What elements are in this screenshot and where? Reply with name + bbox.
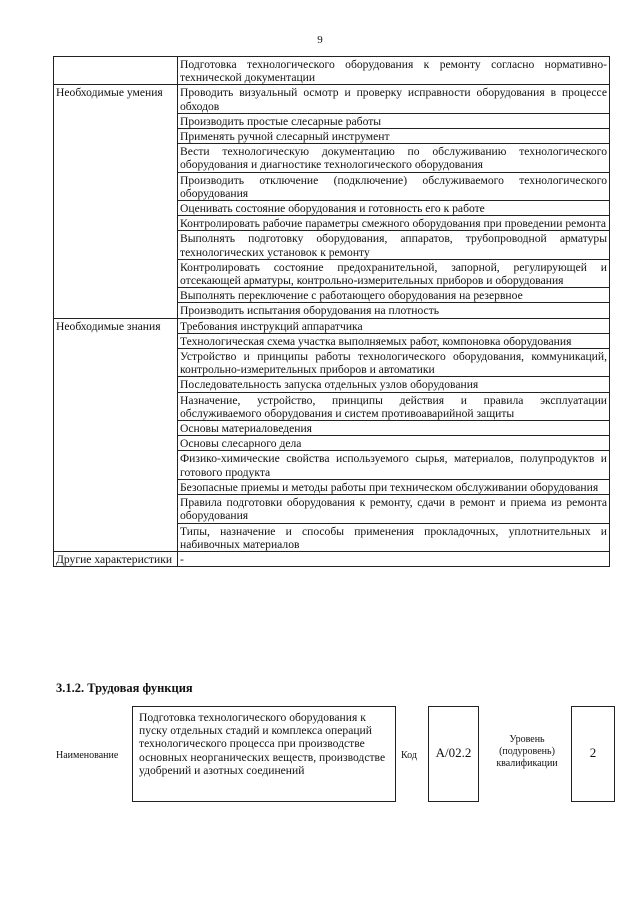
- skill-item: Выполнять подготовку оборудования, аппаратов, трубопроводной арматуры технологических установок к ремонту: [178, 231, 610, 259]
- skill-item: Выполнять переключение с работающего оборудования на резервное: [178, 288, 610, 303]
- table-cell: Подготовка технологического оборудования к ремонту согласно нормативно-технической документации: [178, 57, 610, 85]
- knowledge-item: Назначение, устройство, принципы действия и правила эксплуатации обслуживаемого оборудования и систем противоаварийной защиты: [178, 392, 610, 420]
- label-empty: [54, 57, 178, 85]
- skill-item: Производить простые слесарные работы: [178, 113, 610, 128]
- code-label: Код: [401, 750, 417, 761]
- level-value: 2: [571, 706, 615, 802]
- skill-item: Вести технологическую документацию по обслуживанию технологического оборудования и диагностике технологического оборудования: [178, 144, 610, 172]
- skill-item: Применять ручной слесарный инструмент: [178, 129, 610, 144]
- section-title: 3.1.2. Трудовая функция: [56, 681, 193, 695]
- skill-item: Производить отключение (подключение) обслуживаемого технологического оборудования: [178, 172, 610, 200]
- knowledge-item: Физико-химические свойства используемого сырья, материалов, полупродуктов и готового продукта: [178, 451, 610, 479]
- level-label: Уровень (подуровень) квалификации: [496, 734, 558, 769]
- knowledge-item: Правила подготовки оборудования к ремонту, сдачи в ремонт и приема из ремонта оборудования: [178, 495, 610, 523]
- labor-function-block: [56, 706, 616, 806]
- knowledge-item: Типы, назначение и способы применения прокладочных, уплотнительных и набивочных материалов: [178, 523, 610, 551]
- competency-table: [53, 56, 610, 567]
- knowledge-item: Устройство и принципы работы технологического оборудования, коммуникаций, контрольно-измерительных приборов и автоматики: [178, 349, 610, 377]
- knowledge-item: Безопасные приемы и методы работы при техническом обслуживании оборудования: [178, 479, 610, 494]
- code-value: А/02.2: [428, 706, 479, 802]
- name-label: Наименование: [56, 750, 119, 761]
- skill-item: Контролировать состояние предохранительной, запорной, регулирующей и отсекающей арматуры, контрольно-измерительных приборов и оборудования: [178, 259, 610, 287]
- name-value: Подготовка технологического оборудования к пуску отдельных стадий и комплекса операций технологического процесса при производстве основных неорганических веществ, производстве удобрений и азотных соединений: [132, 706, 396, 802]
- skill-item: Проводить визуальный осмотр и проверку исправности оборудования в процессе обходов: [178, 85, 610, 113]
- other-label: Другие характеристики: [54, 551, 178, 566]
- skill-item: Оценивать состояние оборудования и готовность его к работе: [178, 201, 610, 216]
- knowledge-label: Необходимые знания: [54, 318, 178, 551]
- knowledge-item: Основы материаловедения: [178, 421, 610, 436]
- knowledge-item: Требования инструкций аппаратчика: [178, 318, 610, 333]
- knowledge-item: Основы слесарного дела: [178, 436, 610, 451]
- other-value: -: [178, 551, 610, 566]
- skill-item: Контролировать рабочие параметры смежного оборудования при проведении ремонта: [178, 216, 610, 231]
- skill-item: Производить испытания оборудования на плотность: [178, 303, 610, 318]
- knowledge-item: Технологическая схема участка выполняемых работ, компоновка оборудования: [178, 333, 610, 348]
- knowledge-item: Последовательность запуска отдельных узлов оборудования: [178, 377, 610, 392]
- page-number: 9: [317, 34, 323, 46]
- skills-label: Необходимые умения: [54, 85, 178, 318]
